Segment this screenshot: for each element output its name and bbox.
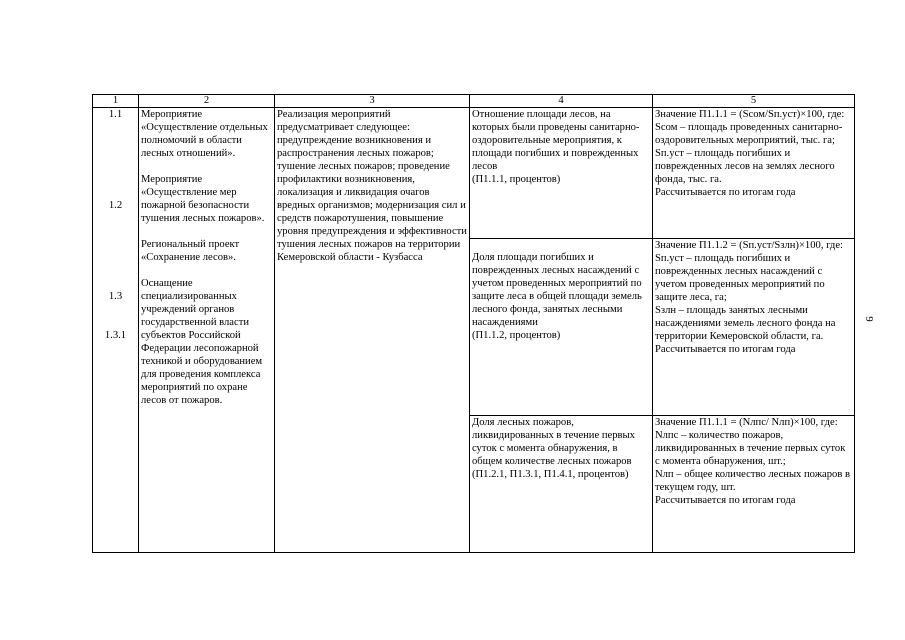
indicator-code: (П1.1.1, процентов) bbox=[472, 174, 561, 185]
formula-line: Sп.уст – площадь погибших и поврежденных лесов на землях лесного фонда, тыс. га. bbox=[655, 148, 835, 185]
formula-line: Nлп – общее количество лесных пожаров в текущем году, шт. bbox=[655, 469, 850, 493]
indicator-name-cell bbox=[470, 239, 653, 416]
indicator-name-cell bbox=[470, 108, 653, 239]
item-number: 1.3.1 bbox=[104, 330, 127, 341]
activity-text: Мероприятие «Осуществление отдельных полномочий в области лесных отношений». bbox=[141, 109, 268, 159]
formula-line: Рассчитывается по итогам года bbox=[655, 344, 796, 355]
item-number: 1.3 bbox=[108, 291, 123, 302]
item-number: 1.2 bbox=[108, 200, 123, 211]
header-cell-2: 2 bbox=[139, 95, 275, 108]
indicator-name: Доля лесных пожаров, ликвидированных в течение первых суток с момента обнаружения, в общем количестве лесных пожаров bbox=[472, 417, 635, 467]
indicator-formula-cell bbox=[653, 108, 855, 239]
numbers-cell bbox=[93, 108, 139, 553]
header-cell-1: 1 bbox=[93, 95, 139, 108]
formula-line: Рассчитывается по итогам года bbox=[655, 187, 796, 198]
description-cell: Реализация мероприятий предусматривает следующее: предупреждение возникновения и распространения лесных пожаров; тушение лесных пожаров; проведение профилактики возникновения, локализация и ликвидация очагов вредных организмов; модернизация сил и средств пожаротушения, повышение уровня предупреждения и эффективности тушения лесных пожаров на территории Кемеровской области - Кузбасса bbox=[275, 108, 470, 553]
page-number: 9 bbox=[862, 316, 875, 322]
formula-line: Sсом – площадь проведенных санитарно-оздоровительных мероприятий, тыс. га; bbox=[655, 122, 843, 146]
activity-text: Региональный проект «Сохранение лесов». bbox=[141, 239, 240, 263]
formula-line: Значение П1.1.2 = (Sп.уст/Sзлн)×100, где: bbox=[655, 240, 843, 251]
header-row bbox=[93, 95, 855, 108]
header-cell-5: 5 bbox=[653, 95, 855, 108]
formula-line: Sзлн – площадь занятых лесными насаждениями земель лесного фонда на территории Кемеровской области, га. bbox=[655, 305, 836, 342]
indicator-name: Отношение площади лесов, на которых были проведены санитарно-оздоровительные мероприятия, к площади погибших и поврежденных лесов bbox=[472, 109, 640, 172]
indicator-name-cell bbox=[470, 416, 653, 553]
indicator-code: (П1.2.1, П1.3.1, П1.4.1, процентов) bbox=[472, 469, 629, 480]
formula-line: Значение П1.1.1 = (Sсом/Sп.уст)×100, где: bbox=[655, 109, 845, 120]
item-number: 1.1 bbox=[108, 109, 123, 120]
activity-text: Мероприятие «Осуществление мер пожарной безопасности тушения лесных пожаров». bbox=[141, 174, 265, 224]
table-row bbox=[93, 108, 855, 239]
formula-line: Nлпс – количество пожаров, ликвидированных в течение первых суток с момента обнаружения, шт.; bbox=[655, 430, 846, 467]
header-cell-3: 3 bbox=[275, 95, 470, 108]
indicators-table bbox=[92, 94, 855, 553]
activities-cell bbox=[139, 108, 275, 553]
formula-line: Значение П1.1.1 = (Nлпс/ Nлп)×100, где: bbox=[655, 417, 838, 428]
indicator-name: Доля площади погибших и поврежденных лесных насаждений с учетом проведенных мероприятий по защите леса в общей площади земель лесного фонда, занятых лесными насаждениями bbox=[472, 252, 642, 328]
formula-line: Sп.уст – площадь погибших и поврежденных лесных насаждений с учетом проведенных мероприятий по защите леса, га; bbox=[655, 253, 825, 303]
activity-text: Оснащение специализированных учреждений органов государственной власти субъектов Российской Федерации лесопожарной техникой и оборудованием для проведения комплекса мероприятий по охране лесов от пожаров. bbox=[141, 278, 263, 406]
formula-line: Рассчитывается по итогам года bbox=[655, 495, 796, 506]
header-cell-4: 4 bbox=[470, 95, 653, 108]
indicator-code: (П1.1.2, процентов) bbox=[472, 330, 561, 341]
indicator-formula-cell bbox=[653, 239, 855, 416]
indicator-formula-cell bbox=[653, 416, 855, 553]
